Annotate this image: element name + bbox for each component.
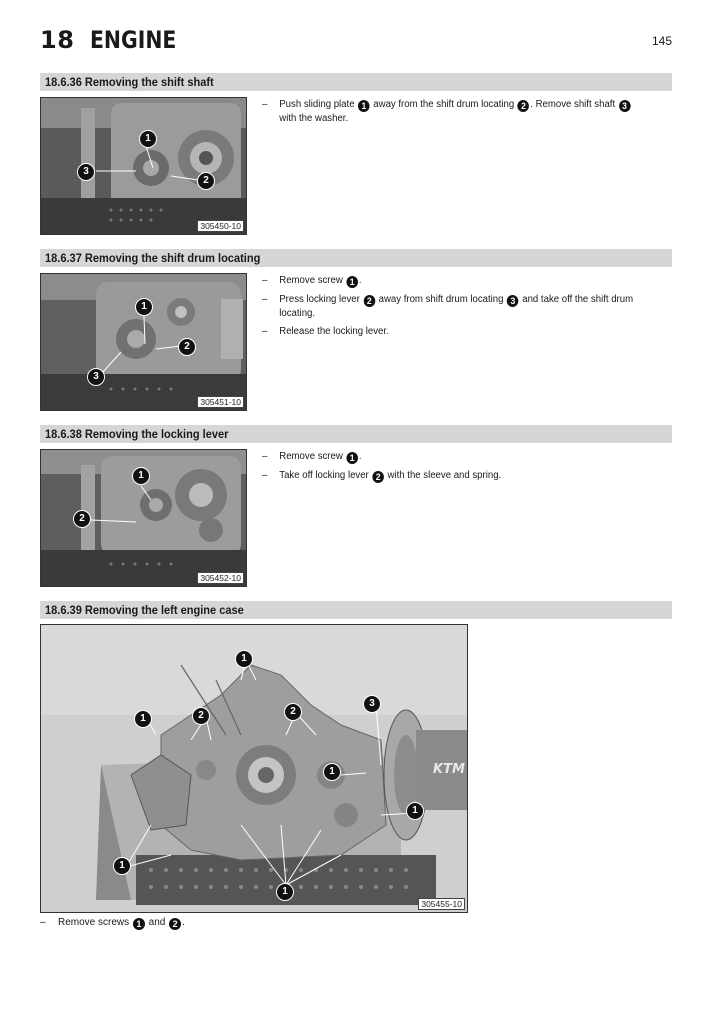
callout-marker: 1 xyxy=(139,130,157,148)
callout-marker: 1 xyxy=(113,857,131,875)
section-heading-bar xyxy=(40,425,672,443)
callout-marker: 2 xyxy=(178,338,196,356)
engine-photo-drawing xyxy=(41,274,246,410)
section-heading: 18.6.38 Removing the locking lever xyxy=(45,427,229,441)
engine-photo-drawing xyxy=(41,98,246,234)
callout-marker: 3 xyxy=(77,163,95,181)
engine-photo xyxy=(40,97,247,235)
page-header xyxy=(40,26,672,56)
section-heading: 18.6.36 Removing the shift shaft xyxy=(45,75,214,89)
callout-marker: 3 xyxy=(363,695,381,713)
section-heading-bar xyxy=(40,249,672,267)
section-heading-bar xyxy=(40,73,672,91)
photo-id: 305451-10 xyxy=(197,396,244,408)
callout-marker: 1 xyxy=(134,710,152,728)
callout-marker: 1 xyxy=(235,650,253,668)
step-list xyxy=(262,98,662,130)
step-item: – Remove screw 1 . xyxy=(262,274,646,288)
step-item: – Press locking lever 2 away from shift drum locating 3 and take off the shift drum locating. xyxy=(262,293,646,320)
step-item: – Remove screw 1 . xyxy=(262,450,646,464)
photo-id: 305452-10 xyxy=(197,572,244,584)
step-item: – Take off locking lever 2 with the sleeve and spring. xyxy=(262,469,646,483)
callout-marker: 1 xyxy=(132,467,150,485)
chapter-number: 18 xyxy=(40,26,75,54)
ktm-logo: KTM xyxy=(433,762,465,777)
step-item: – Remove screws 1 and 2 . xyxy=(40,917,185,929)
callout-marker: 2 xyxy=(284,703,302,721)
step-item: – Push sliding plate 1 away from the shift drum locating 2 . Remove shift shaft 3 with the washer. xyxy=(262,98,646,125)
engine-photo xyxy=(40,449,247,587)
photo-id: 305455-10 xyxy=(418,898,465,910)
callout-marker: 2 xyxy=(73,510,91,528)
callout-marker: 2 xyxy=(192,707,210,725)
section-heading-bar xyxy=(40,601,672,619)
step-list xyxy=(262,450,662,488)
callout-marker: 1 xyxy=(323,763,341,781)
page-number: 145 xyxy=(651,34,672,48)
chapter-title: ENGINE xyxy=(90,26,177,54)
step-list xyxy=(262,274,662,343)
engine-photo xyxy=(40,273,247,411)
step-item: – Release the locking lever. xyxy=(262,325,646,338)
callout-marker: 2 xyxy=(197,172,215,190)
section-heading: 18.6.39 Removing the left engine case xyxy=(45,603,244,617)
engine-case-photo xyxy=(40,624,468,913)
callout-marker: 1 xyxy=(135,298,153,316)
callout-marker: 1 xyxy=(406,802,424,820)
callout-marker: 1 xyxy=(276,883,294,901)
photo-id: 305450-10 xyxy=(197,220,244,232)
engine-case-photo-drawing xyxy=(41,625,467,912)
callout-marker: 3 xyxy=(87,368,105,386)
section-heading: 18.6.37 Removing the shift drum locating xyxy=(45,251,261,265)
